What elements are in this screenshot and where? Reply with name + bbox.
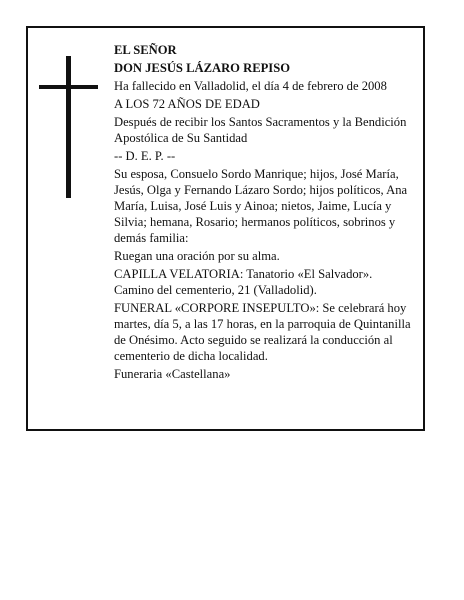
cross-horizontal-bar: [39, 85, 98, 89]
deceased-name: DON JESÚS LÁZARO REPISO: [114, 61, 290, 75]
notice-text: [114, 42, 414, 384]
age-statement: A LOS 72 AÑOS DE EDAD: [114, 97, 260, 111]
deceased-title: EL SEÑOR: [114, 43, 177, 57]
obituary-notice: [26, 26, 425, 431]
funeral-home: Funeraria «Castellana»: [114, 367, 231, 381]
funeral-info: FUNERAL «CORPORE INSEPULTO»: Se celebrará hoy martes, día 5, a las 17 horas, en la parroquia de Quintanilla de Onésimo. Acto seguido se realizará la conducción al cementerio de dicha localidad.: [114, 301, 411, 363]
rip-line: -- D. E. P. --: [114, 149, 176, 163]
chapel-info: CAPILLA VELATORIA: Tanatorio «El Salvador». Camino del cementerio, 21 (Valladolid).: [114, 267, 373, 297]
death-statement: Ha fallecido en Valladolid, el día 4 de febrero de 2008: [114, 79, 387, 93]
prayer-request: Ruegan una oración por su alma.: [114, 249, 280, 263]
family-list: Su esposa, Consuelo Sordo Manrique; hijos, José María, Jesús, Olga y Fernando Lázaro Sordo; hijos políticos, Ana María, Luisa, José Luis y Ainoa; nietos, Jaime, Lucía y Silvia; hemana, Rosario; hermanos políticos, sobrinos y demás familia:: [114, 167, 408, 245]
sacraments-statement: Después de recibir los Santos Sacramentos y la Bendición Apostólica de Su Santidad: [114, 115, 407, 145]
cross-vertical-bar: [66, 56, 71, 198]
